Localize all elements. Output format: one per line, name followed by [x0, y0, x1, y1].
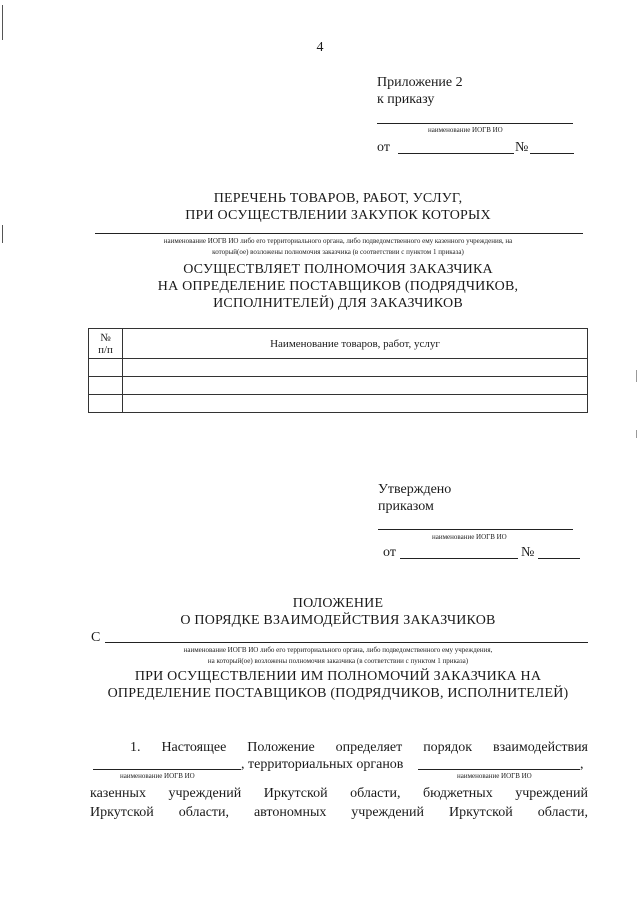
right-margin-mark-1	[636, 370, 637, 382]
goods-table	[88, 328, 588, 413]
left-margin-mark-1	[2, 5, 3, 40]
list-org-line	[95, 233, 583, 234]
appendix-date-line	[398, 153, 514, 154]
table-row	[89, 395, 588, 413]
approved-org-line	[378, 529, 573, 530]
body-caption-right: наименование ИОГВ ИО	[457, 772, 532, 780]
list-heading-line1: ПЕРЕЧЕНЬ ТОВАРОВ, РАБОТ, УСЛУГ,	[213, 191, 463, 206]
page-number: 4	[316, 40, 324, 55]
regulation-heading-line1: ПРИ ОСУЩЕСТВЛЕНИИ ИМ ПОЛНОМОЧИЙ ЗАКАЗЧИКА НА	[134, 669, 542, 684]
list-caption-line1: наименование ИОГВ ИО либо его территориального органа, либо подведомственного ему казенного учреждения, на	[163, 237, 513, 245]
body-para1-line4: Иркутской области, автономных учреждений Иркутской области,	[90, 805, 588, 820]
table-header-row	[89, 329, 588, 359]
regulation-heading-line2: ОПРЕДЕЛЕНИЕ ПОСТАВЩИКОВ (ПОДРЯДЧИКОВ, ИСПОЛНИТЕЛЕЙ)	[107, 686, 569, 701]
appendix-to-order: к приказу	[377, 92, 435, 107]
body-org-line-right	[418, 769, 580, 770]
list-heading-line3: ОСУЩЕСТВЛЯЕТ ПОЛНОМОЧИЯ ЗАКАЗЧИКА	[183, 262, 493, 277]
appendix-number-line	[530, 153, 574, 154]
regulation-org-line	[105, 642, 588, 643]
regulation-caption-line1: наименование ИОГВ ИО либо его территориального органа, либо подведомственного ему учреждения,	[183, 646, 493, 654]
table-header-number	[89, 329, 123, 359]
regulation-caption-line2: на который(ое) возложены полномочия заказчика (в соответствии с пунктом 1 приказа)	[207, 657, 469, 665]
appendix-number-label: №	[515, 140, 529, 155]
table-row	[89, 359, 588, 377]
table-header-number-line1: №	[100, 331, 111, 344]
table-header-name: Наименование товаров, работ, услуг	[123, 329, 588, 359]
body-org-line-left	[93, 769, 241, 770]
approved-title: Утверждено	[378, 482, 452, 497]
right-margin-mark-2	[636, 430, 637, 438]
appendix-org-caption: наименование ИОГВ ИО	[428, 126, 503, 134]
approved-org-caption: наименование ИОГВ ИО	[432, 533, 507, 541]
list-heading-line5: ИСПОЛНИТЕЛЕЙ) ДЛЯ ЗАКАЗЧИКОВ	[213, 296, 463, 311]
table-cell	[89, 377, 123, 395]
regulation-subtitle: О ПОРЯДКЕ ВЗАИМОДЕЙСТВИЯ ЗАКАЗЧИКОВ	[180, 613, 496, 628]
table-cell	[123, 377, 588, 395]
approved-number-line	[538, 558, 580, 559]
left-margin-mark-2	[2, 225, 3, 243]
list-caption-line2: который(ое) возложены полномочия заказчика (в соответствии с пунктом 1 приказа)	[212, 248, 464, 256]
list-heading-line4: НА ОПРЕДЕЛЕНИЕ ПОСТАВЩИКОВ (ПОДРЯДЧИКОВ,	[157, 279, 519, 294]
table-header-number-line2: п/п	[98, 343, 113, 356]
table-cell	[89, 359, 123, 377]
approved-by-order: приказом	[378, 499, 434, 514]
approved-from-label: от	[383, 545, 396, 560]
body-caption-left: наименование ИОГВ ИО	[120, 772, 195, 780]
appendix-org-line	[377, 123, 573, 124]
list-heading-line2: ПРИ ОСУЩЕСТВЛЕНИИ ЗАКУПОК КОТОРЫХ	[185, 208, 491, 223]
table-cell	[123, 395, 588, 413]
approved-date-line	[400, 558, 518, 559]
approved-number-label: №	[521, 545, 535, 560]
body-para1-mid: , территориальных органов	[241, 757, 404, 772]
body-para1-line1: 1. Настоящее Положение определяет порядок взаимодействия	[130, 740, 588, 755]
regulation-title: ПОЛОЖЕНИЕ	[292, 596, 384, 611]
regulation-with: С	[91, 630, 101, 645]
table-cell	[123, 359, 588, 377]
table-cell	[89, 395, 123, 413]
appendix-from-label: от	[377, 140, 390, 155]
table-row	[89, 377, 588, 395]
body-comma: ,	[580, 757, 584, 772]
body-para1-line3: казенных учреждений Иркутской области, бюджетных учреждений	[90, 786, 588, 801]
appendix-title: Приложение 2	[377, 75, 463, 90]
